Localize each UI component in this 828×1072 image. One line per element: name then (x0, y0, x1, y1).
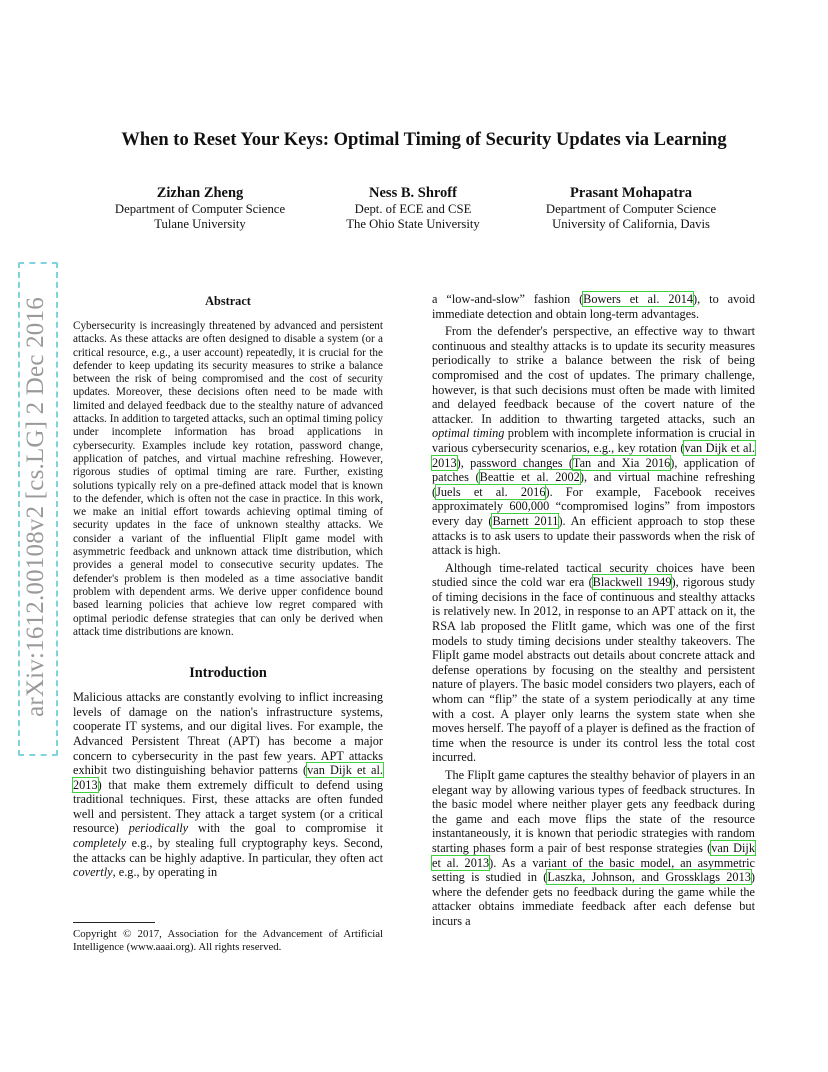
author-name: Ness B. Shroff (369, 185, 457, 201)
abstract-heading: Abstract (205, 294, 251, 308)
body-paragraph: From the defender's perspective, an effective way to thwart continuous and stealthy attacks is to update its security measures periodically to strike a balance between the risk of being compromised and the cost of updates. The primary challenge, however, is that such decisions must often be made with limited and delayed feedback because of the covert nature of the attacker. In addition to thwarting targeted attacks, such an optimal timing problem with incomplete information is crucial in various cybersecurity scenarios, e.g., key rotation (van Dijk et al. 2013), password changes (Tan and Xia 2016), application of patches (Beattie et al. 2002), and virtual machine refreshing (Juels et al. 2016). For example, Facebook receives approximately 600,000 “compromised logins” from impostors every day (Barnett 2011). An efficient approach to stop these attacks is to ask users to update their passwords when the risk of attack is high. (432, 324, 756, 558)
citation-link[interactable]: Bowers et al. 2014 (583, 292, 694, 306)
author-institution: The Ohio State University (346, 217, 480, 231)
author-institution: University of California, Davis (552, 217, 710, 231)
citation-link[interactable]: van Dijk et al. 2013 (73, 763, 383, 792)
author-institution: Tulane University (154, 217, 246, 231)
citation-link[interactable]: van Dijk et al. 2013 (432, 440, 755, 470)
section-heading-introduction: Introduction (189, 665, 267, 682)
footnote-divider (73, 922, 155, 923)
citation-link[interactable]: Juels et al. 2016 (436, 484, 546, 499)
body-paragraph: a “low-and-slow” fashion (Bowers et al. 2014), to avoid immediate detection and obtain long-term advantages. (432, 292, 755, 321)
intro-paragraph: Malicious attacks are constantly evolving to inflict increasing levels of damage on the nation's infrastructure systems, cooperate IT systems, and our digital lives. For example, the Advanced Persistent Threat (APT) has become a major concern to cybersecurity in the past few years. APT attacks exhibit two distinguishing behavior patterns (van Dijk et al. 2013) that make them extremely difficult to defend using traditional techniques. First, these attacks are often funded well and persistent. They attack a target system (or a critical resource) periodically with the goal to compromise it completely e.g., by stealing full cryptography keys. Second, the attacks can be highly adaptive. In particular, they often act covertly, e.g., by operating in (73, 690, 383, 880)
citation-link[interactable]: Beattie et al. 2002 (479, 470, 580, 485)
author-name: Prasant Mohapatra (569, 185, 693, 201)
author-name: Zizhan Zheng (156, 185, 244, 201)
paper-title: When to Reset Your Keys: Optimal Timing of Security Updates via Learning (121, 130, 727, 150)
author-block (308, 185, 518, 232)
citation-link[interactable]: Laszka, Johnson, and Grossklags 2013 (547, 870, 751, 885)
citation-link[interactable]: Blackwell 1949 (592, 575, 672, 590)
left-column (73, 292, 383, 880)
body-paragraph: Although time-related tactical security choices have been studied since the cold war era (Blackwell 1949), rigorous study of timing decisions in the face of continuous and stealthy attacks is relatively new. In 2012, in response to an APT attack on it, the RSA lab proposed the FlitIt game, which was one of the first models to study timing decisions under stealthy takeovers. The FlipIt game model abstracts out details about concrete attack and defense operations by focusing on the stealthy and persistent nature of players. The basic model considers two players, each of whom can “flip” the state of a system periodically at any time with a cost. A player only learns the system state when she moves herself. The payoff of a player is defined as the fraction of time when the resource is under its control less the total cost incurred. (432, 560, 756, 765)
citation-link[interactable]: Barnett 2011 (492, 513, 559, 528)
body-paragraph: The FlipIt game captures the stealthy behavior of players in an elegant way by allowing various types of feedback structures. In the basic model where neither player gets any feedback during the game and each move flips the state of the resource instantaneously, it is known that periodic strategies with random starting phases form a pair of best response strategies (van Dijk et al. 2013). As a variant of the basic model, an asymmetric setting is studied in (Laszka, Johnson, and Grossklags 2013) where the defender gets no feedback during the game while the attacker obtains immediate feedback after each defense but incurs a (432, 768, 755, 928)
author-department: Department of Computer Science (114, 202, 286, 216)
arxiv-identifier[interactable]: arXiv:1612.00108v2 [cs.LG] 2 Dec 2016 (22, 297, 49, 717)
citation-link[interactable]: Tan and Xia 2016 (572, 455, 671, 470)
author-department: Department of Computer Science (545, 202, 717, 216)
author-department: Dept. of ECE and CSE (354, 202, 472, 216)
copyright-footnote: Copyright © 2017, Association for the Advancement of Artificial Intelligence (www.aaai.org). All rights reserved. (73, 928, 383, 953)
abstract-text: Cybersecurity is increasingly threatened by advanced and persistent attacks. As these attacks are often designed to disable a system (or a critical resource, e.g., a user account) repeatedly, it is crucial for the defender to keep updating its security measures to strike a balance between the risk of being compromised and the cost of security updates. Moreover, these decisions often need to be made with limited and delayed feedback due to the stealthy nature of advanced attacks. In addition to targeted attacks, such an optimal timing policy under incomplete information has broad applications in cybersecurity. Examples include key rotation, password change, application of patches, and virtual machine refreshing. However, rigorous studies of optimal timing are rare. Further, existing solutions typically rely on a pre-defined attack model that is known to the defender, which is often not the case in practice. In this work, we make an initial effort towards achieving optimal timing of security updates in the face of unknown stealthy attacks. We consider a variant of the influential FlipIt game model with asymmetric feedback and unknown attack time distribution, which provides a general model to consecutive security updates. The defender's problem is then modeled as a time associative bandit problem with dependent arms. We derive upper confidence bound based learning policies that achieve low regret compared with optimal periodic defense strategies that can only be derived when attack time distributions are known. (73, 320, 383, 638)
right-column (432, 292, 755, 929)
citation-link[interactable]: van Dijk et al. 2013 (432, 840, 755, 870)
author-block (95, 185, 305, 232)
author-block (526, 185, 736, 232)
